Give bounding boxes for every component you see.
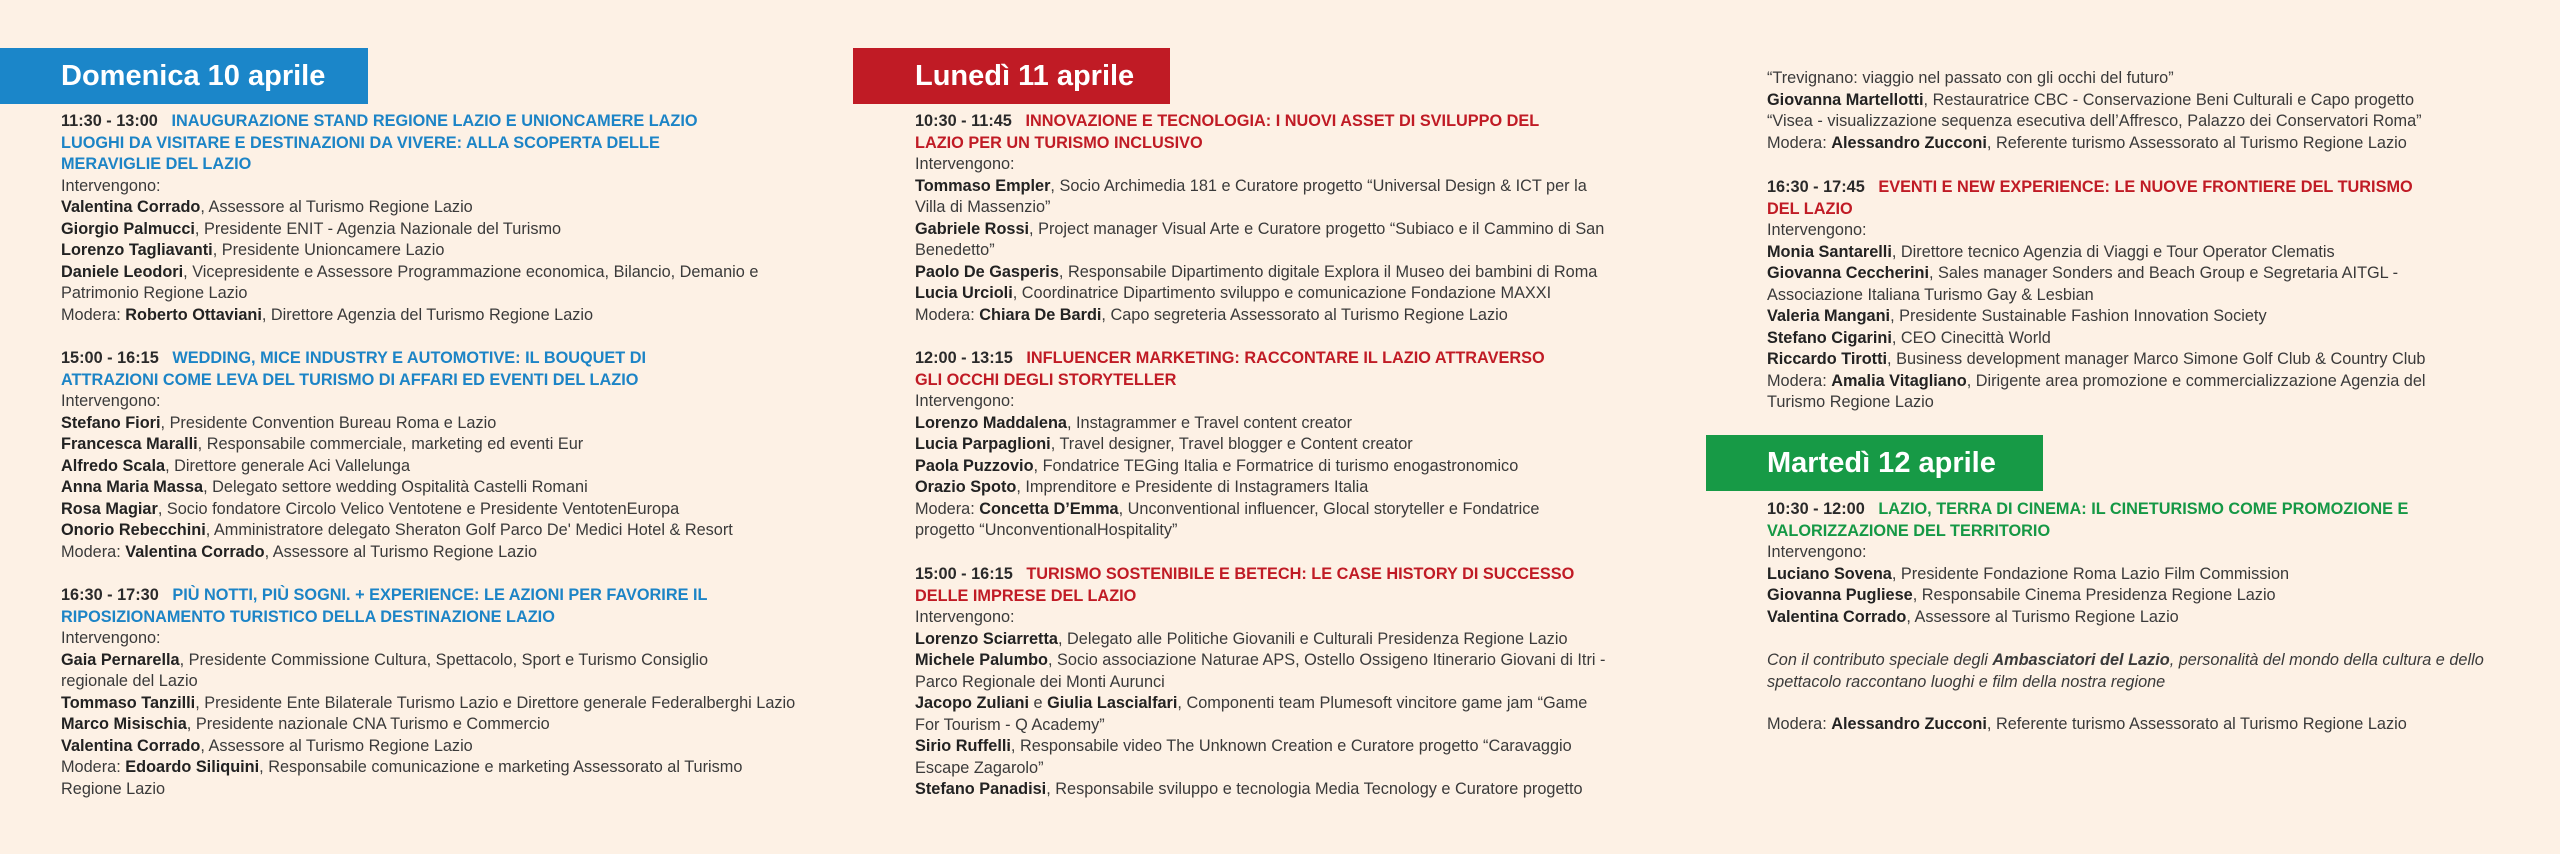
day-header-sunday [0, 48, 368, 104]
session-5 [915, 348, 1655, 542]
speaker: Stefano Fiori, Presidente Convention Bureau Roma e Lazio [61, 413, 497, 432]
speaker: Tommaso Tanzilli, Presidente Ente Bilaterale Turismo Lazio e Direttore generale Federalberghi Lazio [61, 693, 796, 712]
speakers-intro: Intervengono: [1767, 543, 1867, 561]
moderator-cont: Regione Lazio [61, 779, 166, 798]
session-1 [61, 111, 821, 326]
speaker: Stefano Cigarini, CEO Cinecittà World [1767, 328, 2051, 347]
ambassadors-note: Con il contributo speciale degli Ambasciatori del Lazio, personalità del mondo della cultura e dello spettacolo raccontano luoghi e film della nostra regione [1767, 651, 2484, 691]
speakers-intro: Intervengono: [61, 629, 161, 647]
speaker-cont: “Visea - visualizzazione sequenza esecutiva dell’Affresco, Palazzo dei Conservatori Roma” [1767, 112, 2422, 130]
speaker: Lorenzo Maddalena, Instagrammer e Travel content creator [915, 413, 1353, 432]
speaker: Orazio Spoto, Imprenditore e Presidente di Instagramers Italia [915, 478, 1369, 496]
session-7 [1767, 177, 2547, 414]
moderator: Modera: Valentina Corrado, Assessore al Turismo Regione Lazio [61, 542, 538, 561]
speaker: Lucia Urcioli, Coordinatrice Dipartimento sviluppo e comunicazione Fondazione MAXXI [915, 284, 1552, 302]
speaker: Giovanna Martellotti, Restauratrice CBC - Conservazione Beni Culturali e Capo progetto [1767, 90, 2414, 109]
speaker: Francesca Maralli, Responsabile commerciale, marketing ed eventi Eur [61, 435, 584, 453]
session-time: 10:30 - 12:00 [1767, 500, 1865, 518]
speaker: Jacopo Zuliani e Giulia Lascialfari, Componenti team Plumesoft vincitore game jam “Game [915, 694, 1588, 712]
session-6 [915, 564, 1655, 801]
session-2 [61, 348, 821, 563]
session-3 [61, 585, 821, 800]
session-title-cont: ATTRAZIONI COME LEVA DEL TURISMO DI AFFARI ED EVENTI DEL LAZIO [61, 370, 639, 389]
moderator-cont: Turismo Regione Lazio [1767, 393, 1934, 411]
session-4 [915, 111, 1655, 326]
speakers-intro: Intervengono: [915, 155, 1015, 173]
session-title-cont: DELLE IMPRESE DEL LAZIO [915, 586, 1137, 605]
moderator: Modera: Concetta D’Emma, Unconventional influencer, Glocal storyteller e Fondatrice [915, 499, 1540, 518]
session-title: PIÙ NOTTI, PIÙ SOGNI. + EXPERIENCE: LE AZIONI PER FAVORIRE IL [172, 586, 708, 604]
day-header-tuesday [1706, 435, 2043, 491]
speaker-cont: Benedetto” [915, 241, 995, 259]
speaker-cont: “Trevignano: viaggio nel passato con gli occhi del futuro” [1767, 69, 2174, 87]
final-moderator [1767, 714, 2547, 736]
session-title-cont: DEL LAZIO [1767, 199, 1853, 218]
speaker: Monia Santarelli, Direttore tecnico Agenzia di Viaggi e Tour Operator Clematis [1767, 242, 2335, 261]
session-title: INNOVAZIONE E TECNOLOGIA: I NUOVI ASSET DI SVILUPPO DEL [1025, 112, 1540, 130]
moderator: Modera: Chiara De Bardi, Capo segreteria Assessorato al Turismo Regione Lazio [915, 305, 1508, 324]
speaker-cont: Parco Regionale dei Monti Aurunci [915, 672, 1165, 691]
speaker: Paolo De Gasperis, Responsabile Dipartimento digitale Explora il Museo dei bambini di Roma [915, 262, 1598, 281]
moderator: Modera: Amalia Vitagliano, Dirigente area promozione e commercializzazione Agenzia del [1767, 371, 2426, 390]
speaker-cont: Villa di Massenzio” [915, 198, 1051, 216]
session-6-continued [1767, 68, 2547, 154]
speaker-cont: regionale del Lazio [61, 672, 198, 690]
speaker-cont: Associazione Italiana Turismo Gay & Lesbian [1767, 285, 2094, 304]
speakers-intro: Intervengono: [1767, 221, 1867, 239]
session-time: 11:30 - 13:00 [61, 112, 158, 130]
speaker: Marco Misischia, Presidente nazionale CNA Turismo e Commercio [61, 715, 550, 733]
session-title-cont: RIPOSIZIONAMENTO TURISTICO DELLA DESTINAZIONE LAZIO [61, 607, 555, 626]
session-title: INFLUENCER MARKETING: RACCONTARE IL LAZIO ATTRAVERSO [1026, 349, 1545, 367]
session-title: TURISMO SOSTENIBILE E BETECH: LE CASE HISTORY DI SUCCESSO [1026, 565, 1575, 583]
session-title-cont: GLI OCCHI DEGLI STORYTELLER [915, 370, 1177, 389]
speaker: Giovanna Pugliese, Responsabile Cinema Presidenza Regione Lazio [1767, 586, 2276, 604]
speaker: Tommaso Empler, Socio Archimedia 181 e Curatore progetto “Universal Design & ICT per la [915, 176, 1587, 195]
speaker: Alfredo Scala, Direttore generale Aci Vallelunga [61, 456, 411, 475]
speaker: Luciano Sovena, Presidente Fondazione Roma Lazio Film Commission [1767, 564, 2290, 583]
session-title-cont: LAZIO PER UN TURISMO INCLUSIVO [915, 133, 1203, 152]
session-time: 12:00 - 13:15 [915, 349, 1013, 367]
session-title: LAZIO, TERRA DI CINEMA: IL CINETURISMO COME PROMOZIONE E [1878, 500, 2409, 518]
speaker: Daniele Leodori, Vicepresidente e Assessore Programmazione economica, Bilancio, Demanio e [61, 262, 759, 281]
speaker-cont: For Tourism - Q Academy” [915, 715, 1105, 734]
speakers-intro: Intervengono: [915, 608, 1015, 626]
speaker: Anna Maria Massa, Delegato settore wedding Ospitalità Castelli Romani [61, 478, 588, 496]
session-title-cont: MERAVIGLIE DEL LAZIO [61, 155, 252, 173]
speaker: Onorio Rebecchini, Amministratore delegato Sheraton Golf Parco De' Medici Hotel & Resort [61, 521, 733, 539]
session-title: EVENTI E NEW EXPERIENCE: LE NUOVE FRONTIERE DEL TURISMO [1878, 178, 2413, 196]
speaker: Rosa Magiar, Socio fondatore Circolo Velico Ventotene e Presidente VentotenEuropa [61, 499, 680, 518]
day-title: Martedì 12 aprile [1767, 447, 1996, 479]
day-title: Domenica 10 aprile [61, 60, 326, 92]
speakers-intro: Intervengono: [915, 392, 1015, 410]
speaker-cont: Escape Zagarolo” [915, 758, 1044, 777]
session-title: WEDDING, MICE INDUSTRY E AUTOMOTIVE: IL BOUQUET DI [172, 349, 647, 367]
speakers-intro: Intervengono: [61, 392, 161, 410]
speaker: Michele Palumbo, Socio associazione Naturae APS, Ostello Ossigeno Itinerario Giovani di Itri - [915, 651, 1606, 669]
speaker: Riccardo Tirotti, Business development manager Marco Simone Golf Club & Country Club [1767, 350, 2426, 368]
speaker: Valentina Corrado, Assessore al Turismo Regione Lazio [1767, 607, 2179, 626]
speaker: Valentina Corrado, Assessore al Turismo Regione Lazio [61, 736, 473, 755]
moderator: Modera: Alessandro Zucconi, Referente turismo Assessorato al Turismo Regione Lazio [1767, 715, 2407, 733]
session-time: 15:00 - 16:15 [61, 349, 159, 367]
session-title: INAUGURAZIONE STAND REGIONE LAZIO E UNIONCAMERE LAZIO [171, 112, 698, 130]
moderator-cont: progetto “UnconventionalHospitality” [915, 521, 1178, 539]
speaker: Lorenzo Sciarretta, Delegato alle Politiche Giovanili e Culturali Presidenza Regione Lazio [915, 629, 1568, 648]
speaker: Gaia Pernarella, Presidente Commissione Cultura, Spettacolo, Sport e Turismo Consiglio [61, 650, 709, 669]
speaker: Giorgio Palmucci, Presidente ENIT - Agenzia Nazionale del Turismo [61, 219, 562, 238]
session-time: 15:00 - 16:15 [915, 565, 1013, 583]
session-time: 10:30 - 11:45 [915, 112, 1012, 130]
speakers-intro: Intervengono: [61, 176, 161, 195]
speaker: Lucia Parpaglioni, Travel designer, Travel blogger e Content creator [915, 435, 1413, 453]
speaker: Valentina Corrado, Assessore al Turismo Regione Lazio [61, 198, 473, 216]
speaker-cont: Patrimonio Regione Lazio [61, 284, 248, 302]
day-title: Lunedì 11 aprile [915, 60, 1135, 92]
session-title-cont: VALORIZZAZIONE DEL TERRITORIO [1767, 521, 2051, 540]
speaker: Giovanna Ceccherini, Sales manager Sonders and Beach Group e Segretaria AITGL - [1767, 264, 2399, 282]
session-time: 16:30 - 17:45 [1767, 178, 1865, 196]
session-time: 16:30 - 17:30 [61, 586, 159, 604]
moderator: Modera: Edoardo Siliquini, Responsabile comunicazione e marketing Assessorato al Turismo [61, 758, 743, 776]
speaker: Gabriele Rossi, Project manager Visual Arte e Curatore progetto “Subiaco e il Cammino di San [915, 219, 1605, 238]
moderator: Modera: Alessandro Zucconi, Referente turismo Assessorato al Turismo Regione Lazio [1767, 133, 2407, 152]
moderator: Modera: Roberto Ottaviani, Direttore Agenzia del Turismo Regione Lazio [61, 305, 594, 324]
speaker: Sirio Ruffelli, Responsabile video The Unknown Creation e Curatore progetto “Caravaggio [915, 737, 1572, 755]
speaker: Stefano Panadisi, Responsabile sviluppo e tecnologia Media Tecnology e Curatore progetto [915, 780, 1583, 798]
day-header-monday [853, 48, 1170, 104]
session-8 [1767, 499, 2547, 628]
speaker: Paola Puzzovio, Fondatrice TEGing Italia e Formatrice di turismo enogastronomico [915, 456, 1519, 475]
speaker: Lorenzo Tagliavanti, Presidente Unioncamere Lazio [61, 241, 445, 259]
session-title-cont: LUOGHI DA VISITARE E DESTINAZIONI DA VIVERE: ALLA SCOPERTA DELLE [61, 133, 660, 152]
speaker: Valeria Mangani, Presidente Sustainable Fashion Innovation Society [1767, 307, 2267, 325]
